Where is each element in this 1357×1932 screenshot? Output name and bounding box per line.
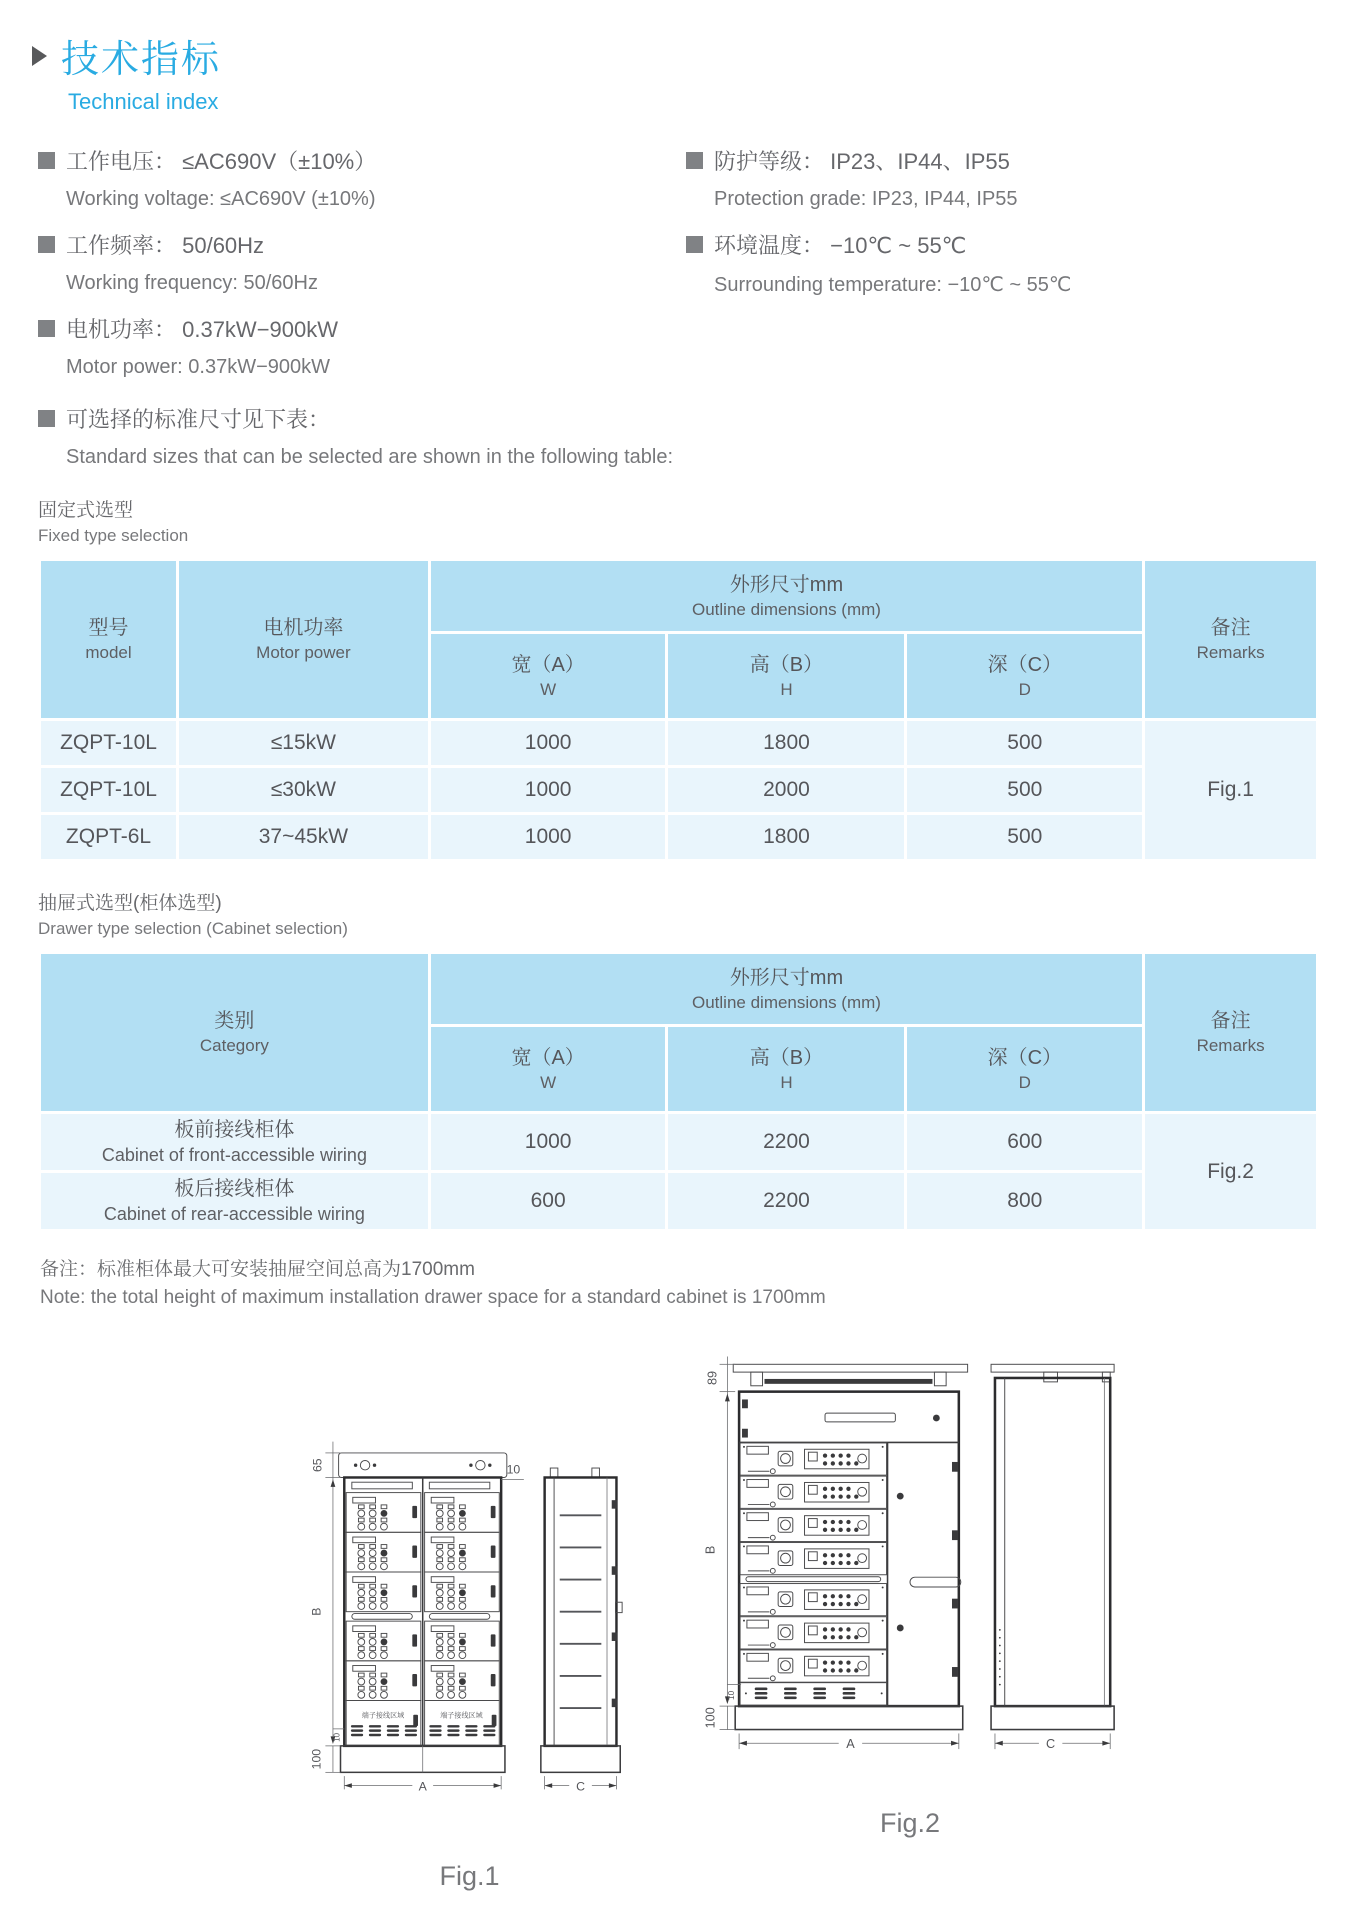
fig2-dim-100: 100	[703, 1707, 718, 1729]
table-row	[40, 814, 1318, 861]
cell-width: 1000	[429, 1113, 667, 1172]
fig2-dim-10: 10	[726, 1690, 737, 1700]
cell-model: ZQPT-10L	[40, 720, 178, 767]
spec-column-left	[38, 145, 686, 397]
fig1-dimensions	[310, 1442, 524, 1794]
spec-en-text: Motor power: 0.37kW−900kW	[66, 356, 330, 378]
page-subtitle: Technical index	[68, 89, 219, 114]
cell-model: ZQPT-10L	[40, 767, 178, 814]
cell-width: 1000	[429, 767, 667, 814]
cell-category: 板前接线柜体 Cabinet of front-accessible wiring	[40, 1113, 430, 1172]
fig2-caption: Fig.2	[879, 1808, 941, 1838]
cell-remarks: Fig.2	[1144, 1113, 1318, 1231]
fig1-terminal-label: 端子接线区域	[361, 1711, 405, 1720]
spec-zh-text: 可选择的标准尺寸见下表：	[66, 407, 331, 432]
spec-zh-text: 环境温度： −10℃ ~ 55℃	[714, 233, 967, 258]
table-row	[40, 767, 1318, 814]
fig1-caption: Fig.1	[439, 1861, 500, 1891]
col-header-width: 宽（A） W	[429, 1026, 667, 1113]
cell-model: ZQPT-6L	[40, 814, 178, 861]
col-header-model: 型号 model	[40, 560, 178, 720]
cell-power: ≤15kW	[178, 720, 430, 767]
spec-zh-text: 工作电压： ≤AC690V（±10%）	[66, 149, 377, 174]
spec-working-frequency	[38, 229, 686, 295]
page-header	[32, 28, 1319, 83]
fig1-dim-C: C	[576, 1779, 585, 1794]
spec-column-right	[686, 145, 1319, 397]
table-note-en: Note: the total height of maximum installation drawer space for a standard cabinet is 1700mm	[40, 1287, 826, 1308]
cell-depth: 800	[906, 1172, 1144, 1231]
col-header-height: 高（B） H	[667, 1026, 906, 1113]
col-header-outline-dimensions: 外形尺寸mm Outline dimensions (mm)	[429, 953, 1143, 1026]
spec-list	[38, 145, 1319, 397]
figure-2	[700, 1335, 1120, 1839]
figures-row	[98, 1335, 1319, 1892]
table-header-row	[40, 953, 1318, 1026]
drawer-section-title-en: Drawer type selection (Cabinet selection)	[38, 919, 348, 938]
col-header-depth: 深（C） D	[906, 1026, 1144, 1113]
spec-working-voltage	[38, 145, 686, 211]
cell-height: 2200	[667, 1113, 906, 1172]
cell-depth: 500	[906, 814, 1144, 861]
table-header-row	[40, 560, 1318, 633]
table-row	[40, 720, 1318, 767]
fig1-dim-A: A	[418, 1779, 427, 1794]
spec-standard-sizes	[38, 403, 1319, 469]
spec-zh-text: 防护等级： IP23、IP44、IP55	[714, 149, 1010, 174]
table-row	[40, 1113, 1318, 1172]
fig1-front-view	[339, 1453, 507, 1772]
fig1-dim-10-top: 10	[506, 1462, 521, 1477]
fixed-section-title-en: Fixed type selection	[38, 526, 189, 545]
fig2-dim-C: C	[1046, 1737, 1056, 1752]
fig2-front-view	[733, 1364, 967, 1729]
spec-en-text: Working voltage: ≤AC690V (±10%)	[66, 188, 376, 210]
cell-depth: 500	[906, 720, 1144, 767]
table-note-zh: 备注：标准柜体最大可安装抽屉空间总高为1700mm	[40, 1259, 475, 1280]
cell-width: 1000	[429, 814, 667, 861]
section-arrow-icon	[32, 46, 47, 66]
col-header-depth: 深（C） D	[906, 633, 1144, 720]
cell-power: 37~45kW	[178, 814, 430, 861]
col-header-width: 宽（A） W	[429, 633, 667, 720]
fixed-type-table	[38, 558, 1319, 862]
cell-height: 1800	[667, 720, 906, 767]
fig1-side-view	[541, 1468, 622, 1793]
spec-en-text: Surrounding temperature: −10℃ ~ 55℃	[714, 274, 1072, 296]
col-header-motor-power: 电机功率 Motor power	[178, 560, 430, 720]
fig2-side-view	[991, 1364, 1114, 1751]
fig1-drawing	[297, 1417, 642, 1847]
spec-zh-text: 工作频率： 50/60Hz	[66, 233, 265, 258]
cell-depth: 500	[906, 767, 1144, 814]
bullet-icon	[38, 236, 55, 253]
fig1-dim-B: B	[309, 1607, 324, 1616]
figure-1	[297, 1417, 642, 1892]
col-header-remarks: 备注 Remarks	[1144, 953, 1318, 1113]
col-header-remarks: 备注 Remarks	[1144, 560, 1318, 720]
cell-category: 板后接线柜体 Cabinet of rear-accessible wiring	[40, 1172, 430, 1231]
fig1-dim-100: 100	[309, 1748, 324, 1770]
bullet-icon	[38, 320, 55, 337]
col-header-outline-dimensions: 外形尺寸mm Outline dimensions (mm)	[429, 560, 1143, 633]
table-row	[40, 1172, 1318, 1231]
spec-protection-grade	[686, 145, 1319, 211]
spec-surrounding-temperature	[686, 229, 1319, 297]
cell-power: ≤30kW	[178, 767, 430, 814]
fig1-dim-65: 65	[310, 1458, 325, 1473]
fig2-drawing	[700, 1335, 1120, 1794]
drawer-section-title-zh: 抽屉式选型(柜体选型)	[38, 893, 222, 914]
fig1-dim-10-bottom: 10	[332, 1732, 342, 1742]
spec-zh-text: 电机功率： 0.37kW−900kW	[66, 317, 339, 342]
col-header-height: 高（B） H	[667, 633, 906, 720]
drawer-type-table	[38, 951, 1319, 1232]
cell-width: 1000	[429, 720, 667, 767]
cell-remarks: Fig.1	[1144, 720, 1318, 861]
fig2-dim-A: A	[846, 1737, 855, 1752]
bullet-icon	[686, 152, 703, 169]
fixed-section-title-zh: 固定式选型	[38, 500, 134, 521]
spec-en-text: Protection grade: IP23, IP44, IP55	[714, 188, 1018, 210]
fig2-dim-B: B	[703, 1545, 718, 1555]
bullet-icon	[38, 410, 55, 427]
spec-en-text: Working frequency: 50/60Hz	[66, 272, 318, 294]
fig1-terminal-label: 端子接线区域	[440, 1711, 483, 1720]
spec-en-text: Standard sizes that can be selected are shown in the following table:	[66, 446, 674, 468]
bullet-icon	[38, 152, 55, 169]
fig2-dim-89: 89	[705, 1370, 720, 1386]
cell-depth: 600	[906, 1113, 1144, 1172]
spec-motor-power	[38, 313, 686, 379]
cell-height: 2200	[667, 1172, 906, 1231]
cell-width: 600	[429, 1172, 667, 1231]
bullet-icon	[686, 236, 703, 253]
cell-height: 2000	[667, 767, 906, 814]
cell-height: 1800	[667, 814, 906, 861]
col-header-category: 类别 Category	[40, 953, 430, 1113]
page-title: 技术指标	[61, 39, 222, 81]
